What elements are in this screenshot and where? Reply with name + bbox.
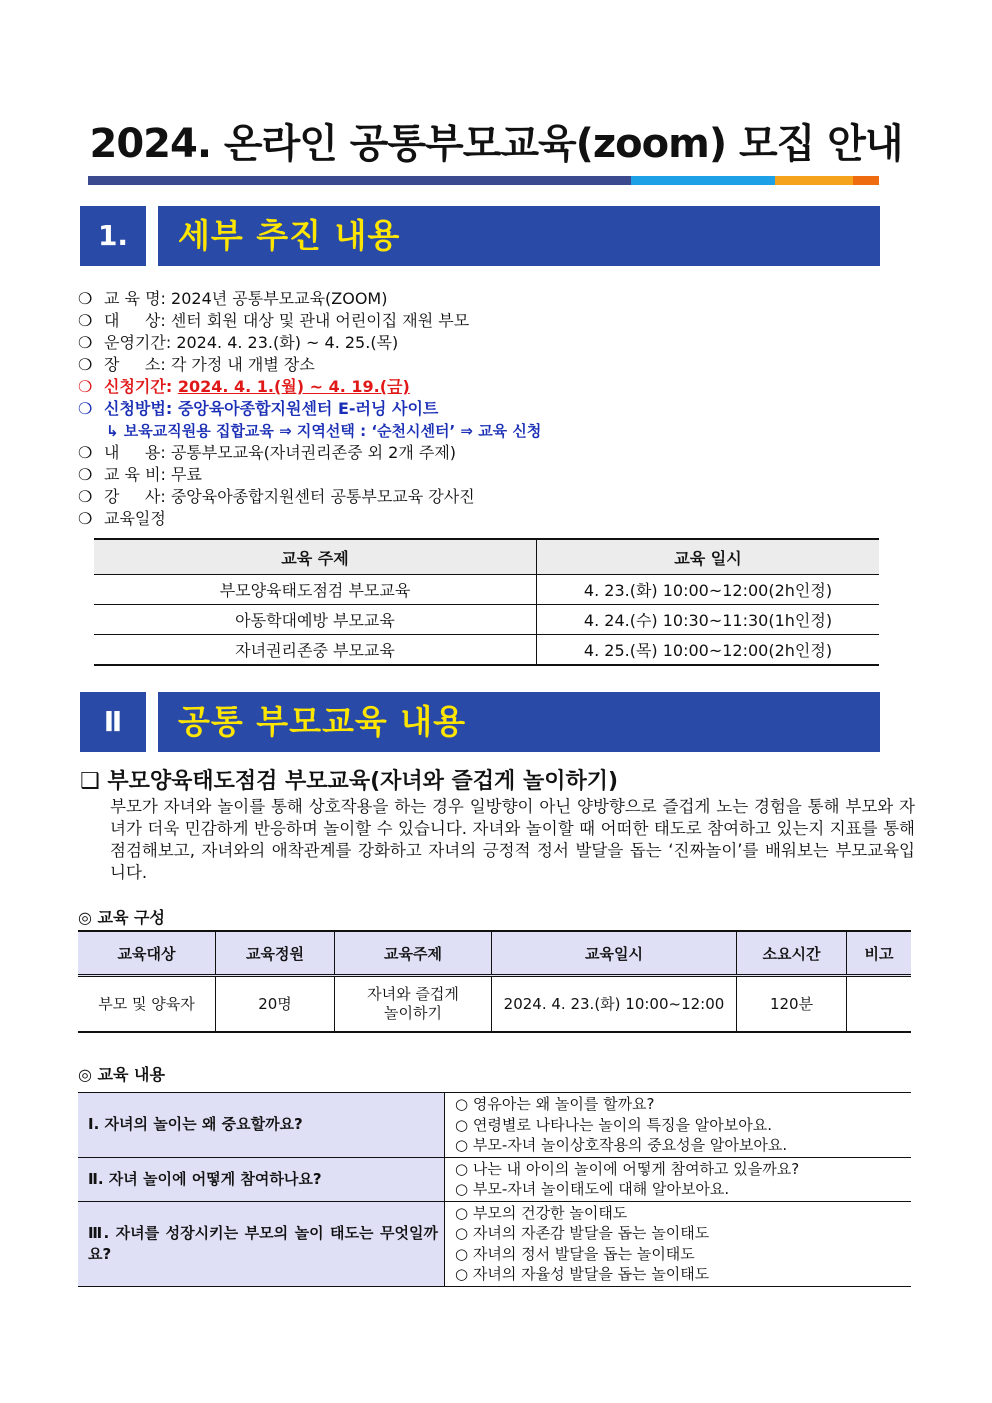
program-description: 부모가 자녀와 놀이를 통해 상호작용을 하는 경우 일방향이 아닌 양방향으로 즐겁게 노는 경험을 통해 부모와 자녀가 더욱 민감하게 반응하며 놀이할 수 있습니다. 자녀와 놀이할 때 어떠한 태도로 참여하고 있는지 지표를 통해 점검해보고, 자녀와의 애착관계를 강화하고 자녀의 긍정적 정서 발달을 돕는 ‘진짜놀이’를 배워보는 부모교육입니다. <box>110 797 915 882</box>
table-row <box>94 575 879 605</box>
composition-header: 교육대상 <box>78 931 216 976</box>
list-item: ○ 영유아는 왜 놀이를 할까요? <box>455 1095 655 1113</box>
table-row <box>94 635 879 666</box>
content-answers <box>445 1093 912 1158</box>
composition-header: 소요시간 <box>737 931 847 976</box>
info-key: 운영기간: <box>104 333 172 352</box>
info-value: 2024. 4. 23.(화) ~ 4. 25.(목) <box>176 333 399 352</box>
info-value: 센터 회원 대상 및 관내 어린이집 재원 부모 <box>170 311 470 330</box>
table-row <box>94 605 879 635</box>
info-row: ❍ 내 용: 공통부모교육(자녀권리존중 외 2개 주제) <box>78 443 457 462</box>
page-title: 2024. 온라인 공통부모교육(zoom) 모집 안내 <box>89 121 903 167</box>
info-value: 중앙육아종합지원센터 공통부모교육 강사진 <box>170 487 475 506</box>
content-label: ◎ 교육 내용 <box>78 1065 165 1084</box>
schedule-topic: 부모양육태도점검 부모교육 <box>94 575 537 605</box>
info-row-apply-period: ❍ 신청기간: 2024. 4. 1.(월) ~ 4. 19.(금) <box>78 377 410 396</box>
schedule-header: 교육 주제 <box>94 539 537 575</box>
info-value: 각 가정 내 개별 장소 <box>170 355 315 374</box>
composition-cell <box>847 976 912 1033</box>
composition-cell: 2024. 4. 23.(화) 10:00~12:00 <box>492 976 737 1033</box>
schedule-datetime: 4. 25.(목) 10:00~12:00(2h인정) <box>537 635 880 666</box>
composition-header: 비고 <box>847 931 912 976</box>
composition-cell: 20명 <box>216 976 335 1033</box>
list-item: ○ 부모-자녀 놀이태도에 대해 알아보아요. <box>455 1180 730 1198</box>
composition-label: ◎ 교육 구성 <box>78 908 165 927</box>
underline-segment-darkorange <box>853 176 879 185</box>
table-row <box>78 1157 911 1201</box>
composition-cell: 부모 및 양육자 <box>78 976 216 1033</box>
info-value: 중앙육아종합지원센터 E-러닝 사이트 <box>177 399 439 418</box>
schedule-topic: 아동학대예방 부모교육 <box>94 605 537 635</box>
schedule-datetime: 4. 23.(화) 10:00~12:00(2h인정) <box>537 575 880 605</box>
composition-header: 교육일시 <box>492 931 737 976</box>
info-row: ❍ 교육일정 <box>78 509 166 528</box>
list-item: ○ 자녀의 정서 발달을 돕는 놀이태도 <box>455 1244 695 1263</box>
info-key: 신청기간: <box>104 377 173 396</box>
info-row: ❍ 장 소: 각 가정 내 개별 장소 <box>78 355 315 374</box>
info-key: 신청방법: <box>104 399 173 418</box>
section-label: 공통 부모교육 내용 <box>158 692 880 752</box>
info-key: 교 육 명: <box>104 289 166 308</box>
info-value: 2024. 4. 1.(월) ~ 4. 19.(금) <box>177 377 410 396</box>
info-key: 대 상: <box>104 311 166 330</box>
composition-cell: 120분 <box>737 976 847 1033</box>
underline-segment-blue <box>631 176 775 185</box>
info-row-apply-method: ❍ 신청방법: 중앙육아종합지원센터 E-러닝 사이트 <box>78 399 439 418</box>
info-row: ❍ 강 사: 중앙육아종합지원센터 공통부모교육 강사진 <box>78 487 475 506</box>
schedule-topic: 자녀권리존중 부모교육 <box>94 635 537 666</box>
table-row <box>78 1093 911 1158</box>
composition-header: 교육정원 <box>216 931 335 976</box>
info-key: 내 용: <box>104 443 166 462</box>
apply-path: ↳ 보육교직원용 집합교육 ⇒ 지역선택 : ‘순천시센터’ ⇒ 교육 신청 <box>106 422 542 440</box>
info-row: ❍ 교 육 명: 2024년 공통부모교육(ZOOM) <box>78 289 388 308</box>
info-key: 교 육 비: <box>104 465 166 484</box>
content-answers <box>445 1201 912 1286</box>
content-answers <box>445 1157 912 1201</box>
info-row: ❍ 교 육 비: 무료 <box>78 465 202 484</box>
table-row <box>78 1201 911 1286</box>
content-question: Ⅱ. 자녀 놀이에 어떻게 참여하나요? <box>78 1157 445 1201</box>
list-item: ○ 자녀의 자율성 발달을 돕는 놀이태도 <box>455 1265 710 1283</box>
info-value: 무료 <box>171 465 202 484</box>
section-number: 1. <box>80 206 146 266</box>
content-table <box>78 1092 911 1287</box>
info-value: 공통부모교육(자녀권리존중 외 2개 주제) <box>170 443 457 462</box>
section-number: Ⅱ <box>80 692 146 752</box>
composition-table <box>78 930 911 1033</box>
schedule-header: 교육 일시 <box>537 539 880 575</box>
program-title: ❑ 부모양육태도점검 부모교육(자녀와 즐겁게 놀이하기) <box>80 769 619 794</box>
info-value: 2024년 공통부모교육(ZOOM) <box>171 289 388 308</box>
title-underline <box>88 176 879 185</box>
list-item: ○ 부모의 건강한 놀이태도 <box>455 1203 628 1222</box>
composition-cell: 자녀와 즐겁게 놀이하기 <box>335 976 492 1033</box>
list-item: ○ 연령별로 나타나는 놀이의 특징을 알아보아요. <box>455 1115 773 1134</box>
info-key: 장 소: <box>104 355 166 374</box>
table-row <box>78 976 911 1033</box>
schedule-datetime: 4. 24.(수) 10:30~11:30(1h인정) <box>537 605 880 635</box>
schedule-table <box>94 538 879 666</box>
underline-segment-navy <box>88 176 631 185</box>
info-row: ❍ 대 상: 센터 회원 대상 및 관내 어린이집 재원 부모 <box>78 311 470 330</box>
underline-segment-orange <box>775 176 853 185</box>
content-question: Ⅲ. 자녀를 성장시키는 부모의 놀이 태도는 무엇일까요? <box>78 1201 445 1286</box>
list-item: ○ 자녀의 자존감 발달을 돕는 놀이태도 <box>455 1224 710 1242</box>
list-item: ○ 부모-자녀 놀이상호작용의 중요성을 알아보아요. <box>455 1136 788 1154</box>
section-label: 세부 추진 내용 <box>158 206 880 266</box>
info-key: 강 사: <box>104 487 166 506</box>
content-question: Ⅰ. 자녀의 놀이는 왜 중요할까요? <box>78 1093 445 1158</box>
info-list <box>78 288 938 530</box>
list-item: ○ 나는 내 아이의 놀이에 어떻게 참여하고 있을까요? <box>455 1159 800 1178</box>
info-row: ❍ 운영기간: 2024. 4. 23.(화) ~ 4. 25.(목) <box>78 333 399 352</box>
info-key: 교육일정 <box>104 509 166 528</box>
composition-header: 교육주제 <box>335 931 492 976</box>
